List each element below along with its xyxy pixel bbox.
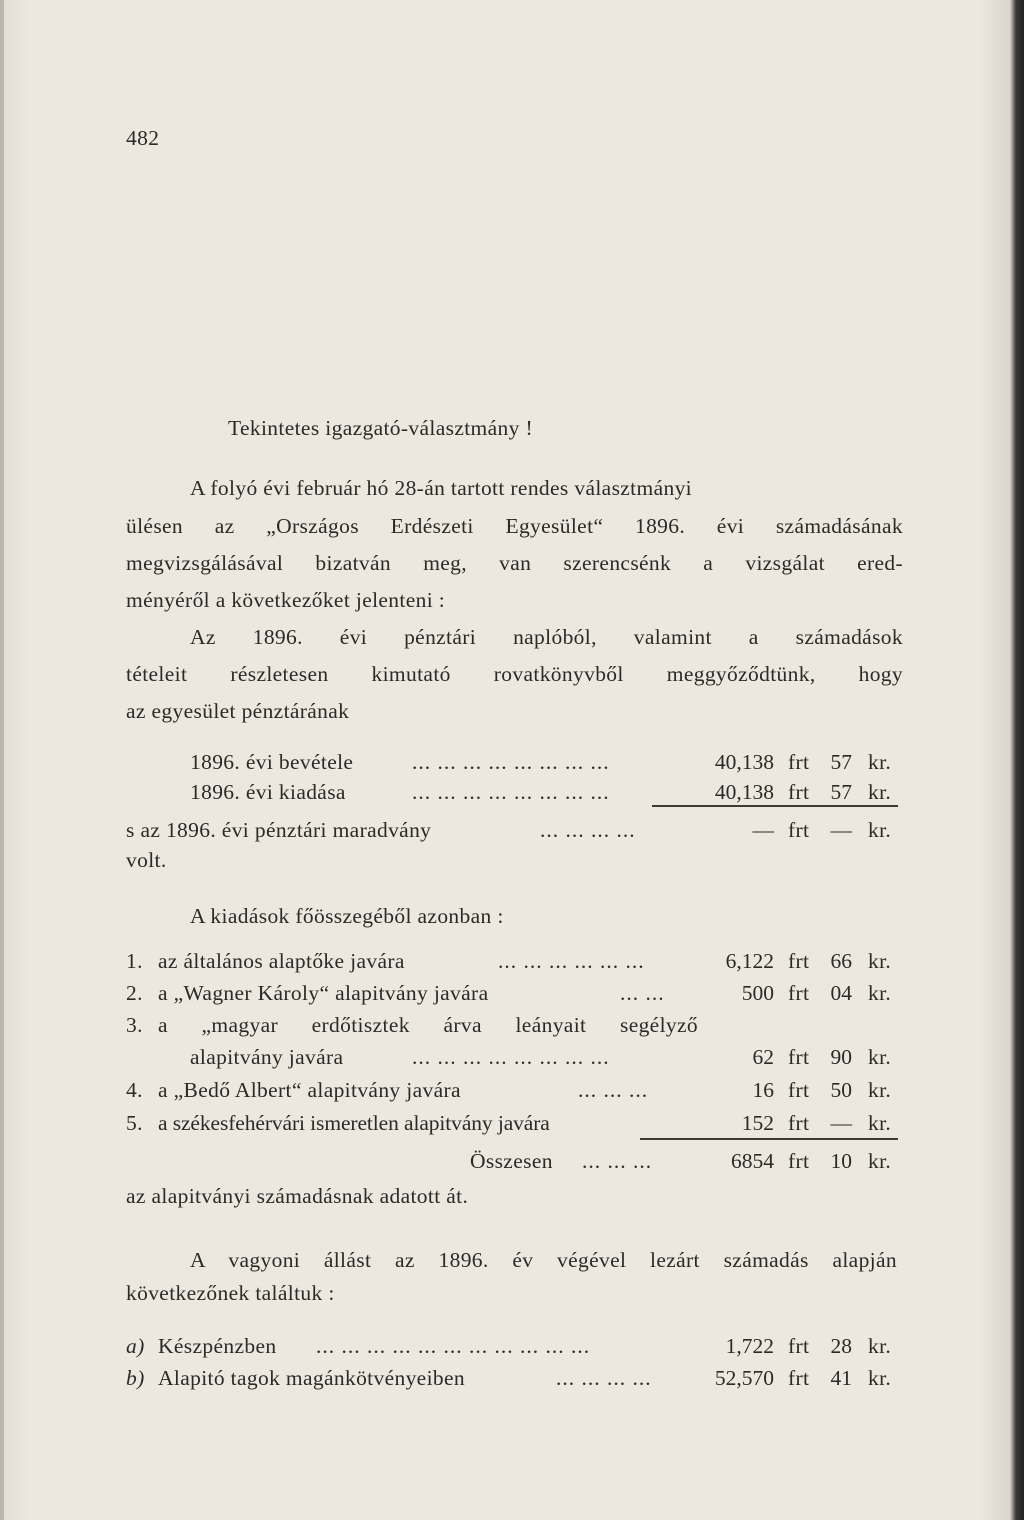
income-label: 1896. évi bevétele: [190, 750, 354, 774]
expense-item-number: 2.: [126, 981, 143, 1005]
total-cents: 10: [830, 1149, 852, 1173]
income-unit2: kr.: [868, 750, 892, 774]
total-amount: 6854: [731, 1149, 774, 1173]
expense-item-label: a „Wagner Károly“ alapitvány javára: [158, 981, 489, 1005]
para2-line-1: Az 1896. évi pénztári naplóból, valamint a számadások: [190, 625, 903, 649]
expense-item-unit1: frt: [788, 1045, 810, 1069]
expense-item-cents: 04: [830, 981, 852, 1005]
para3-line-1: A vagyoni állást az 1896. év végével lezárt számadás alapján: [190, 1248, 897, 1272]
expense-item-unit2: kr.: [868, 981, 892, 1005]
expense-item-dots: ... ... ...: [578, 1078, 649, 1102]
income-unit1: frt: [788, 750, 810, 774]
sum-rule: [652, 805, 898, 807]
asset-letter: a): [126, 1334, 145, 1358]
expense-label: 1896. évi kiadása: [190, 780, 346, 804]
expense-item-unit1: frt: [788, 1111, 810, 1135]
para1-line-3: megvizsgálásával bizatván meg, van szerencsénk a vizsgálat ered-: [126, 551, 903, 575]
total-rule: [640, 1138, 898, 1140]
remainder-unit1: frt: [788, 818, 810, 842]
expense-item-number: 3.: [126, 1013, 143, 1037]
expense-item-number: 5.: [126, 1111, 143, 1135]
expense-item-amount: 16: [752, 1078, 774, 1102]
expense-item-dots: ... ... ... ... ... ... ... ...: [412, 1045, 610, 1069]
expense-item-dots: ... ...: [620, 981, 665, 1005]
expense-item-unit2: kr.: [868, 1045, 892, 1069]
expense-item-label: a „Bedő Albert“ alapitvány javára: [158, 1078, 461, 1102]
expense-unit1: frt: [788, 780, 810, 804]
expense-cents: 57: [830, 780, 852, 804]
expense-item-unit2: kr.: [868, 1111, 892, 1135]
remainder-label: s az 1896. évi pénztári maradvány: [126, 818, 432, 842]
total-dots: ... ... ...: [582, 1149, 653, 1173]
asset-amount: 52,570: [714, 1366, 774, 1390]
total-label: Összesen: [470, 1149, 553, 1173]
volt-text: volt.: [126, 848, 167, 872]
asset-dots: ... ... ... ...: [556, 1366, 652, 1390]
expense-item-label: az általános alaptőke javára: [158, 949, 405, 973]
para1-line-1: A folyó évi február hó 28-án tartott rendes választmányi: [190, 476, 692, 500]
remainder-cents: —: [830, 818, 852, 842]
expenses-intro: A kiadások főösszegéből azonban :: [190, 904, 504, 928]
asset-unit2: kr.: [868, 1334, 892, 1358]
transfer-note: az alapitványi számadásnak adatott át.: [126, 1184, 469, 1208]
expense-dots: ... ... ... ... ... ... ... ...: [412, 780, 610, 804]
expense-item-number: 4.: [126, 1078, 143, 1102]
expense-item-label: a „magyar erdőtisztek árva leányait segélyző: [158, 1013, 698, 1037]
para3-line-2: következőnek találtuk :: [126, 1281, 335, 1305]
expense-item-unit1: frt: [788, 949, 810, 973]
expense-item-unit1: frt: [788, 981, 810, 1005]
expense-item-amount: 152: [741, 1111, 774, 1135]
para1-line-4: ményéről a következőket jelenteni :: [126, 588, 446, 612]
asset-unit1: frt: [788, 1366, 810, 1390]
para2-line-2: tételeit részletesen kimutató rovatkönyvből meggyőződtünk, hogy: [126, 662, 903, 686]
income-amount: 40,138: [714, 750, 774, 774]
para2-line-3: az egyesület pénztárának: [126, 699, 350, 723]
asset-cents: 41: [830, 1366, 852, 1390]
income-cents: 57: [830, 750, 852, 774]
asset-letter: b): [126, 1366, 145, 1390]
remainder-amount: —: [752, 818, 774, 842]
expense-item-amount: 6,122: [725, 949, 774, 973]
asset-amount: 1,722: [725, 1334, 774, 1358]
asset-unit2: kr.: [868, 1366, 892, 1390]
remainder-dots: ... ... ... ...: [540, 818, 636, 842]
page-number: 482: [126, 126, 160, 150]
page-edge: [0, 0, 4, 1520]
remainder-unit2: kr.: [868, 818, 892, 842]
asset-label: Alapitó tagok magánkötvényeiben: [158, 1366, 465, 1390]
expense-item-amount: 62: [752, 1045, 774, 1069]
expense-item-amount: 500: [741, 981, 774, 1005]
expense-item-unit1: frt: [788, 1078, 810, 1102]
expense-item-unit2: kr.: [868, 1078, 892, 1102]
asset-label: Készpénzben: [158, 1334, 277, 1358]
asset-cents: 28: [830, 1334, 852, 1358]
expense-item-label: a székesfehérvári ismeretlen alapitvány javára: [158, 1111, 550, 1135]
expense-item-cents: 90: [830, 1045, 852, 1069]
expense-unit2: kr.: [868, 780, 892, 804]
expense-item-label-cont: alapitvány javára: [190, 1045, 344, 1069]
asset-dots: ... ... ... ... ... ... ... ... ... ... ...: [316, 1334, 591, 1358]
expense-item-cents: —: [830, 1111, 852, 1135]
expense-item-cents: 50: [830, 1078, 852, 1102]
expense-item-dots: ... ... ... ... ... ...: [498, 949, 645, 973]
total-unit1: frt: [788, 1149, 810, 1173]
income-dots: ... ... ... ... ... ... ... ...: [412, 750, 610, 774]
asset-unit1: frt: [788, 1334, 810, 1358]
salutation: Tekintetes igazgató-választmány !: [228, 416, 533, 440]
expense-item-unit2: kr.: [868, 949, 892, 973]
para1-line-2: ülésen az „Országos Erdészeti Egyesület“ 1896. évi számadásának: [126, 514, 903, 538]
expense-item-number: 1.: [126, 949, 143, 973]
expense-item-cents: 66: [830, 949, 852, 973]
total-unit2: kr.: [868, 1149, 892, 1173]
expense-amount: 40,138: [714, 780, 774, 804]
